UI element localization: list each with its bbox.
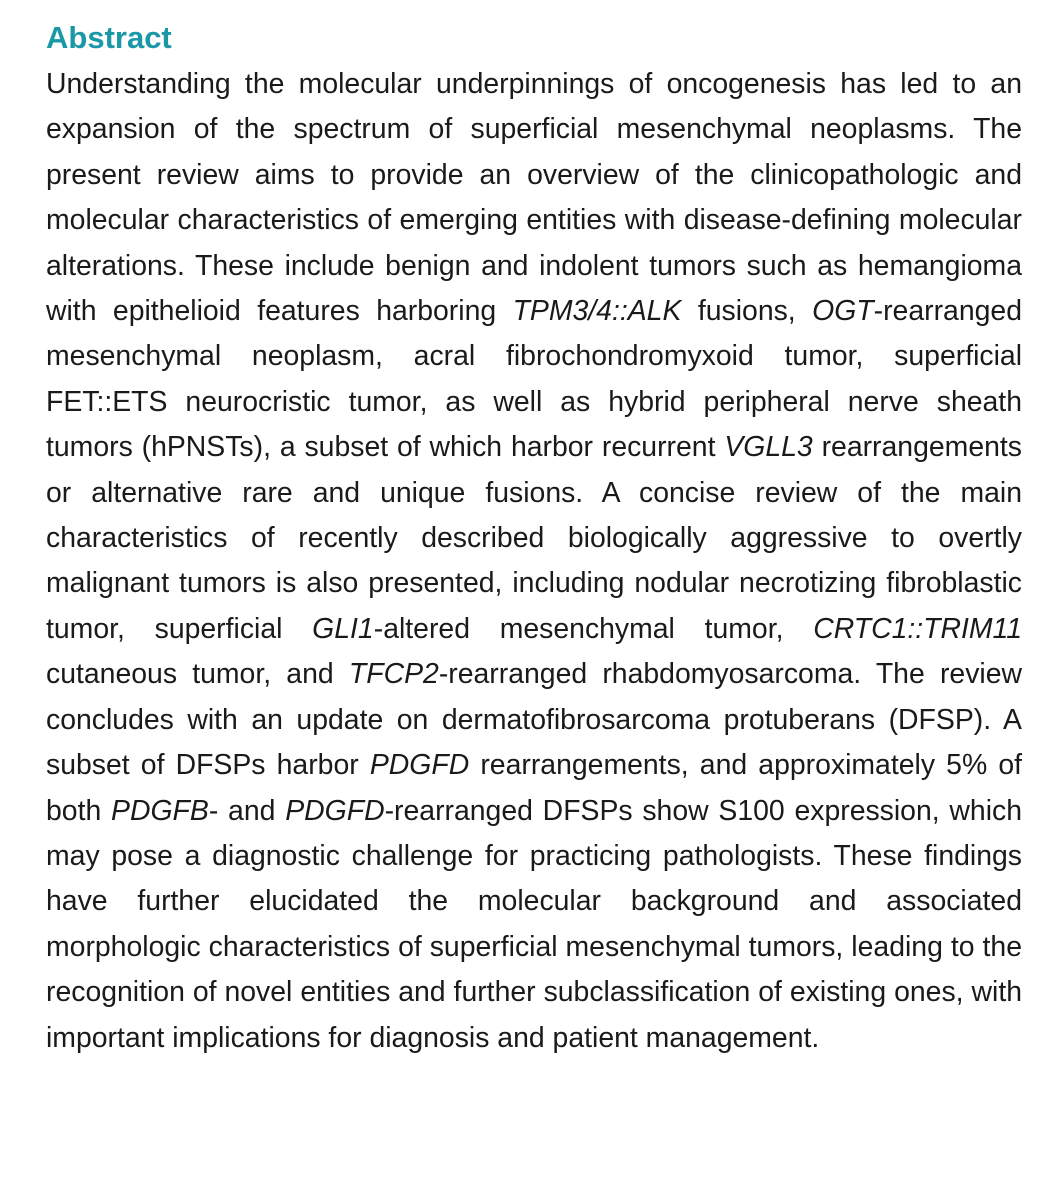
gene-fusion-term: TPM3/4::ALK <box>512 295 682 328</box>
abstract-section <box>46 18 1022 1061</box>
gene-term: OGT <box>812 295 874 328</box>
abstract-heading: Abstract <box>46 20 172 55</box>
abstract-text-segment: cutaneous tumor, and <box>46 658 349 691</box>
abstract-text-segment: Understanding the molecular underpinnings of oncogenesis has led to an expansion of the spectrum of superficial mesenchymal neoplasms. The present review aims to provide an overview of the clinicopathologic and molecular characteristics of emerging entities with disease-defining molecular alterations. These include benign and indolent tumors such as hemangioma with epithelioid features harboring <box>46 68 1022 328</box>
gene-term: PDGFD <box>285 794 385 827</box>
gene-term: PDGFD <box>369 749 470 782</box>
abstract-text-segment: -rearranged mesenchymal neoplasm, acral fibrochondromyxoid tumor, superficial FET::ETS neurocristic tumor, as well as hybrid peripheral nerve sheath tumors (hPNSTs), a subset of which harbor recurrent <box>46 295 1022 464</box>
abstract-text-segment: - and <box>208 794 286 827</box>
abstract-text-segment: rearrangements, and approximately 5% of both <box>46 749 1022 827</box>
gene-term: TFCP2 <box>348 658 439 691</box>
abstract-text-segment: -altered mesenchymal tumor, <box>373 612 814 645</box>
gene-term: VGLL3 <box>724 431 813 464</box>
gene-fusion-term: CRTC1::TRIM11 <box>813 612 1022 645</box>
abstract-text-segment: rearrangements or alternative rare and unique fusions. A concise review of the main characteristics of recently described biologically aggressive to overtly malignant tumors is also presented, including nodular necrotizing fibroblastic tumor, superficial <box>46 431 1022 645</box>
abstract-text-segment: -rearranged rhabdomyosarcoma. The review concludes with an update on dermatofibrosarcoma protuberans (DFSP). A subset of DFSPs harbor <box>46 658 1022 782</box>
abstract-text-segment: -rearranged DFSPs show S100 expression, which may pose a diagnostic challenge for practicing pathologists. These findings have further elucidated the molecular background and associated morphologic characteristics of superficial mesenchymal tumors, leading to the recognition of novel entities and further subclassification of existing ones, with important implications for diagnosis and patient management. <box>46 794 1022 1054</box>
abstract-text-segment: fusions, <box>681 295 813 328</box>
gene-term: GLI1 <box>312 612 374 645</box>
abstract-body <box>46 62 1022 1061</box>
gene-term: PDGFB <box>111 794 209 827</box>
